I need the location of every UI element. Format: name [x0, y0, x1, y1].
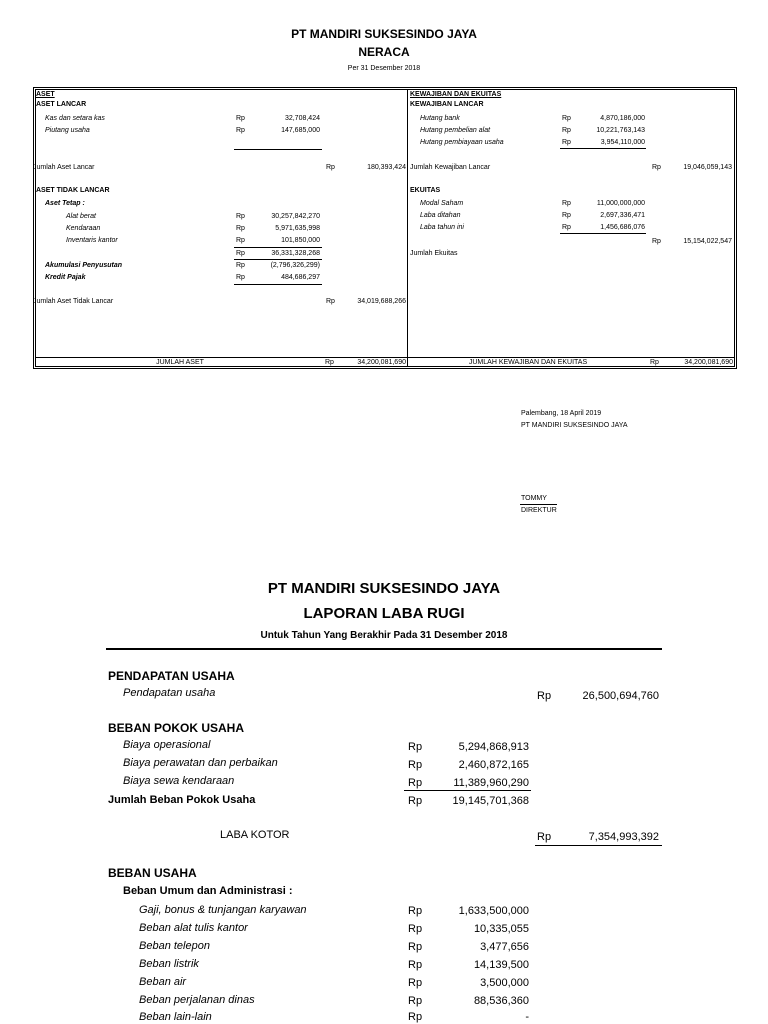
admin-item-value: 10,335,055	[473, 923, 529, 935]
tax-credit-label: Kredit Pajak	[45, 274, 86, 281]
total-liabilities-equity-label: JUMLAH KEWAJIBAN DAN EKUITAS	[468, 359, 588, 366]
signature-name: TOMMY	[521, 495, 547, 502]
rp-label: Rp	[326, 298, 335, 305]
total-assets-label: JUMLAH ASET	[156, 359, 204, 366]
current-liabilities-total-value: 19,046,059,143	[683, 164, 732, 171]
signature-place-date: Palembang, 18 April 2019	[521, 410, 602, 417]
rp-label: Rp	[562, 115, 571, 122]
asset-item-value: 147,685,000	[281, 127, 320, 134]
rp-label: Rp	[537, 831, 552, 843]
is-header-rule	[106, 648, 662, 650]
equity-item-label: Modal Saham	[420, 200, 464, 207]
bs-title: NERACA	[358, 45, 410, 59]
rp-label: Rp	[562, 212, 571, 219]
liability-item-label: Hutang pembelian alat	[420, 127, 491, 134]
equity-total-value: 15,154,022,547	[683, 238, 732, 245]
admin-item-value: -	[525, 1011, 529, 1023]
rp-label: Rp	[408, 923, 423, 935]
rp-label: Rp	[562, 224, 571, 231]
subtotal-line	[560, 148, 646, 149]
liability-item-value: 10,221,763,143	[596, 127, 645, 134]
fixed-assets-heading: Aset Tetap :	[45, 200, 85, 207]
current-liabilities-total-label: Jumlah Kewajiban Lancar	[410, 164, 491, 171]
balance-sheet-divider	[407, 89, 408, 367]
cogs-total-value: 19,145,701,368	[452, 795, 529, 807]
rp-label: Rp	[236, 262, 245, 269]
rp-label: Rp	[236, 250, 245, 257]
cogs-total-label: Jumlah Beban Pokok Usaha	[108, 794, 256, 806]
rp-label: Rp	[652, 164, 661, 171]
rp-label: Rp	[236, 213, 245, 220]
gross-profit-label: LABA KOTOR	[220, 829, 290, 841]
admin-item-label: Beban telepon	[139, 940, 210, 952]
fixed-asset-value: 30,257,842,270	[271, 213, 320, 220]
rp-label: Rp	[408, 941, 423, 953]
fixed-asset-value: 5,971,635,998	[275, 225, 320, 232]
fixed-asset-label: Kendaraan	[66, 225, 101, 232]
noncurrent-assets-heading: ASET TIDAK LANCAR	[36, 187, 110, 194]
depreciation-value: (2,796,326,299)	[270, 262, 320, 269]
signature-role: DIREKTUR	[521, 507, 557, 514]
admin-item-label: Beban perjalanan dinas	[139, 994, 255, 1006]
rp-label: Rp	[408, 759, 423, 771]
is-title: LAPORAN LABA RUGI	[303, 605, 465, 622]
current-assets-total-label: Jumlah Aset Lancar	[33, 164, 95, 171]
noncurrent-assets-total-value: 34,019,688,266	[357, 298, 406, 305]
asset-item-label: Piutang usaha	[45, 127, 90, 134]
admin-heading: Beban Umum dan Administrasi :	[123, 885, 293, 897]
cogs-item-value: 5,294,868,913	[458, 741, 529, 753]
admin-item-value: 3,500,000	[480, 977, 529, 989]
noncurrent-assets-total-label: Jumlah Aset Tidak Lancar	[33, 298, 114, 305]
subtotal-line	[560, 233, 646, 234]
fixed-assets-subtotal: 36,331,328,268	[271, 250, 320, 257]
rp-label: Rp	[562, 127, 571, 134]
rp-label: Rp	[236, 274, 245, 281]
admin-item-label: Beban air	[139, 976, 187, 988]
cogs-heading: BEBAN POKOK USAHA	[108, 721, 245, 735]
equity-heading: EKUITAS	[410, 187, 441, 194]
subtotal-line	[234, 259, 322, 260]
signature-line	[520, 504, 557, 505]
equity-item-value: 1,456,686,076	[600, 224, 645, 231]
equity-item-label: Laba ditahan	[420, 212, 461, 219]
subtotal-line	[535, 845, 662, 846]
rp-label: Rp	[236, 127, 245, 134]
signature-company: PT MANDIRI SUKSESINDO JAYA	[521, 422, 628, 429]
admin-item-label: Beban lain-lain	[139, 1011, 212, 1023]
liability-item-value: 3,954,110,000	[600, 139, 645, 146]
revenue-label: Pendapatan usaha	[123, 687, 216, 699]
current-assets-heading: ASET LANCAR	[36, 101, 87, 108]
liability-item-label: Hutang pembiayaan usaha	[420, 139, 504, 146]
cogs-item-label: Biaya operasional	[123, 739, 211, 751]
fixed-asset-label: Inventaris kantor	[66, 237, 118, 244]
liability-item-label: Hutang bank	[420, 115, 460, 122]
asset-item-value: 32,708,424	[284, 115, 320, 122]
rp-label: Rp	[562, 139, 571, 146]
rp-label: Rp	[236, 115, 245, 122]
rp-label: Rp	[652, 238, 661, 245]
rp-label: Rp	[408, 995, 423, 1007]
admin-item-label: Gaji, bonus & tunjangan karyawan	[139, 904, 307, 916]
opex-heading: BEBAN USAHA	[108, 866, 197, 880]
fixed-asset-value: 101,850,000	[281, 237, 320, 244]
cogs-item-label: Biaya sewa kendaraan	[123, 775, 235, 787]
rp-label: Rp	[537, 690, 552, 702]
subtotal-line	[234, 149, 322, 150]
subtotal-line	[234, 284, 322, 285]
subtotal-line	[404, 790, 531, 791]
rp-label: Rp	[408, 1011, 423, 1023]
equity-item-label: Laba tahun ini	[420, 224, 464, 231]
rp-label: Rp	[408, 795, 423, 807]
rp-label: Rp	[408, 905, 423, 917]
equity-item-value: 2,697,336,471	[600, 212, 645, 219]
total-assets-value: 34,200,081,690	[357, 359, 406, 366]
gross-profit-value: 7,354,993,392	[588, 831, 659, 843]
equity-item-value: 11,000,000,000	[596, 200, 645, 207]
rp-label: Rp	[236, 237, 245, 244]
current-liabilities-heading: KEWAJIBAN LANCAR	[410, 101, 484, 108]
depreciation-label: Akumulasi Penyusutan	[45, 262, 123, 269]
asset-item-label: Kas dan setara kas	[45, 115, 105, 122]
bs-company: PT MANDIRI SUKSESINDO JAYA	[291, 27, 477, 41]
rp-label: Rp	[326, 164, 335, 171]
rp-label: Rp	[325, 359, 334, 366]
rp-label: Rp	[562, 200, 571, 207]
rp-label: Rp	[408, 959, 423, 971]
is-company: PT MANDIRI SUKSESINDO JAYA	[267, 580, 501, 597]
total-liabilities-equity-value: 34,200,081,690	[684, 359, 733, 366]
admin-item-value: 1,633,500,000	[458, 905, 529, 917]
assets-heading: ASET	[36, 91, 55, 98]
bs-date: Per 31 Desember 2018	[347, 65, 421, 72]
revenue-heading: PENDAPATAN USAHA	[108, 669, 235, 683]
cogs-item-value: 11,389,960,290	[453, 777, 529, 789]
tax-credit-value: 484,686,297	[281, 274, 320, 281]
current-assets-total-value: 180,393,424	[367, 164, 406, 171]
admin-item-value: 14,139,500	[473, 959, 529, 971]
admin-item-value: 3,477,656	[480, 941, 529, 953]
liability-item-value: 4,870,186,000	[600, 115, 645, 122]
cogs-item-label: Biaya perawatan dan perbaikan	[123, 757, 278, 769]
admin-item-label: Beban alat tulis kantor	[139, 922, 248, 934]
fixed-asset-label: Alat berat	[66, 213, 96, 220]
rp-label: Rp	[650, 359, 659, 366]
cogs-item-value: 2,460,872,165	[458, 759, 529, 771]
rp-label: Rp	[408, 777, 423, 789]
rp-label: Rp	[408, 741, 423, 753]
liabilities-equity-heading: KEWAJIBAN DAN EKUITAS	[410, 91, 502, 98]
subtotal-line	[234, 247, 322, 248]
rp-label: Rp	[236, 225, 245, 232]
admin-item-label: Beban listrik	[139, 958, 199, 970]
is-period: Untuk Tahun Yang Berakhir Pada 31 Desember 2018	[260, 630, 508, 641]
rp-label: Rp	[408, 977, 423, 989]
admin-item-value: 88,536,360	[473, 995, 529, 1007]
equity-total-label: Jumlah Ekuitas	[410, 250, 458, 257]
revenue-value: 26,500,694,760	[582, 690, 659, 702]
